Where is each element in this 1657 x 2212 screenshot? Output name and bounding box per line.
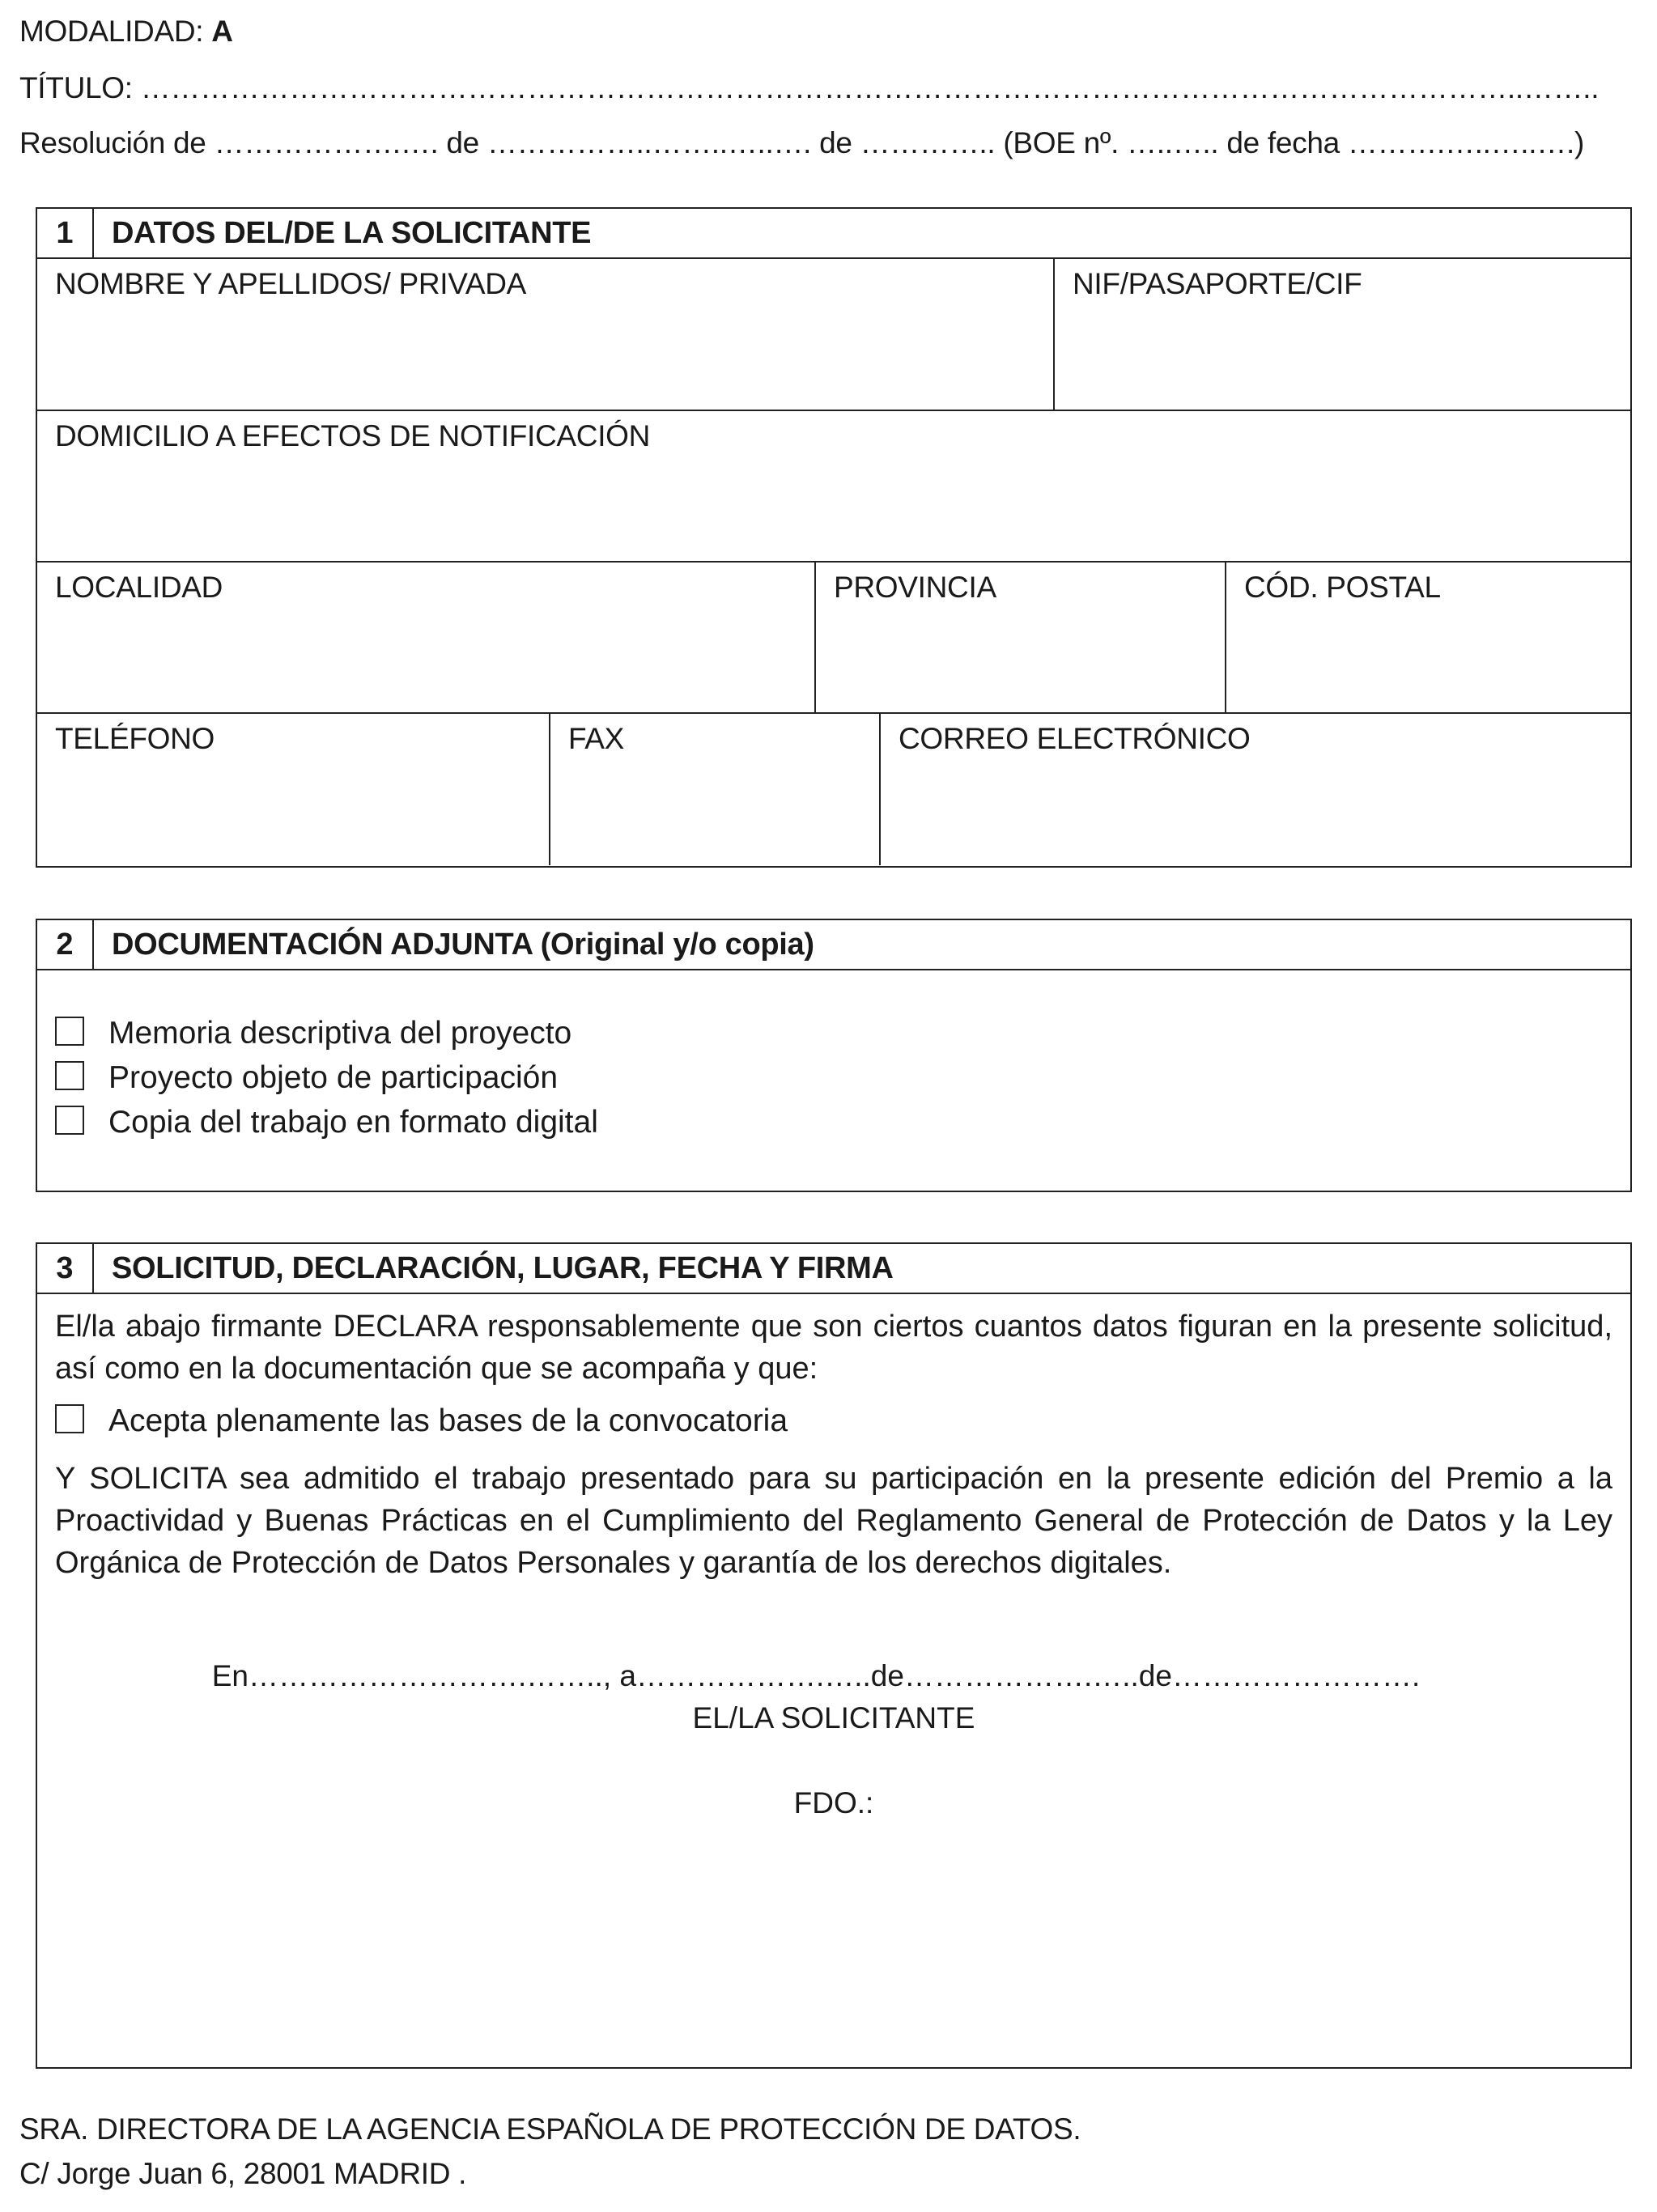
field-provincia[interactable] [816, 563, 1226, 712]
declaration-text: El/la abajo firmante DECLARA responsablemente que son ciertos cuantos datos figuran en la presente solicitud, así como en la documentación que se acompaña y que: [55, 1310, 1612, 1386]
row-name-nif [37, 259, 1630, 411]
section-1-title: DATOS DEL/DE LA SOLICITANTE [112, 215, 592, 250]
section-2-number: 2 [37, 920, 94, 969]
address-line: C/ Jorge Juan 6, 28001 MADRID . [19, 2157, 467, 2190]
checkbox-proyecto[interactable] [55, 1061, 84, 1090]
checkbox-memoria[interactable] [55, 1017, 84, 1046]
section-3-number: 3 [37, 1244, 94, 1293]
field-cod-postal[interactable] [1226, 563, 1630, 712]
field-localidad-label: LOCALIDAD [55, 571, 223, 604]
place-date-line[interactable]: En……………………….…….., a……………….…..de……………….…..de……………………. [211, 1659, 1421, 1692]
section-2-header [37, 920, 1630, 970]
field-telefono[interactable] [37, 714, 550, 865]
field-domicilio[interactable] [37, 411, 1630, 561]
checkbox-copia[interactable] [55, 1106, 84, 1135]
field-provincia-label: PROVINCIA [834, 571, 996, 604]
section-2-attached-docs [36, 919, 1632, 1192]
signer-label: EL/LA SOLICITANTE [692, 1701, 975, 1734]
field-correo[interactable] [881, 714, 1630, 865]
modalidad-value: A [211, 15, 233, 48]
field-telefono-label: TELÉFONO [55, 722, 215, 755]
field-fax[interactable] [550, 714, 881, 865]
docs-checklist [37, 970, 1630, 1144]
signature-label[interactable]: FDO.: [793, 1786, 874, 1819]
recipient-line: SRA. DIRECTORA DE LA AGENCIA ESPAÑOLA DE PROTECCIÓN DE DATOS. [19, 2112, 1081, 2146]
field-nombre[interactable] [37, 259, 1055, 410]
doc-item-memoria[interactable] [55, 1011, 1630, 1055]
field-nombre-label: NOMBRE Y APELLIDOS/ PRIVADA [55, 267, 527, 300]
section-2-title: DOCUMENTACIÓN ADJUNTA (Original y/o copia) [112, 927, 814, 962]
field-cod-postal-label: CÓD. POSTAL [1244, 571, 1441, 604]
doc-item-proyecto[interactable] [55, 1055, 1630, 1100]
accept-bases-item[interactable] [37, 1396, 1630, 1446]
row-localidad [37, 563, 1630, 714]
doc-item-copia-label: Copia del trabajo en formato digital [108, 1104, 598, 1140]
modalidad-label: MODALIDAD: [19, 15, 212, 48]
field-nif-label: NIF/PASAPORTE/CIF [1073, 267, 1362, 300]
section-3-request-signature [36, 1242, 1632, 2069]
section-1-applicant-data [36, 207, 1632, 868]
field-correo-label: CORREO ELECTRÓNICO [899, 722, 1251, 755]
doc-item-copia[interactable] [55, 1100, 1630, 1144]
modalidad-line [19, 15, 233, 49]
resolucion-line[interactable]: Resolución de ……………….…. de ……………..……..…..…. de ………….. (BOE nº. …..….. de fecha ……….…..…..….) [19, 126, 1584, 159]
request-text: Y SOLICITA sea admitido el trabajo presentado para su participación en la presente edición del Premio a la Proactividad y Buenas Prácticas en el Cumplimiento del Reglamento General de Protección de Datos y la Ley Orgánica de Protección de Datos Personales y garantía de los derechos digitales. [55, 1462, 1612, 1580]
section-3-header [37, 1244, 1630, 1294]
field-fax-label: FAX [568, 722, 625, 755]
section-3-title: SOLICITUD, DECLARACIÓN, LUGAR, FECHA Y FIRMA [112, 1250, 894, 1285]
row-domicilio [37, 411, 1630, 563]
doc-item-proyecto-label: Proyecto objeto de participación [108, 1059, 559, 1095]
doc-item-memoria-label: Memoria descriptiva del proyecto [108, 1015, 572, 1051]
checkbox-accept-bases[interactable] [55, 1404, 84, 1433]
accept-bases-label: Acepta plenamente las bases de la convocatoria [108, 1403, 788, 1438]
section-1-header [37, 209, 1630, 259]
section-1-number: 1 [37, 209, 94, 257]
field-domicilio-label: DOMICILIO A EFECTOS DE NOTIFICACIÓN [55, 419, 651, 452]
row-contacto [37, 714, 1630, 865]
titulo-line[interactable]: TÍTULO: …………………………………………………………………………………………………………………………..…….. [19, 71, 1600, 104]
field-nif[interactable] [1055, 259, 1630, 410]
field-localidad[interactable] [37, 563, 816, 712]
